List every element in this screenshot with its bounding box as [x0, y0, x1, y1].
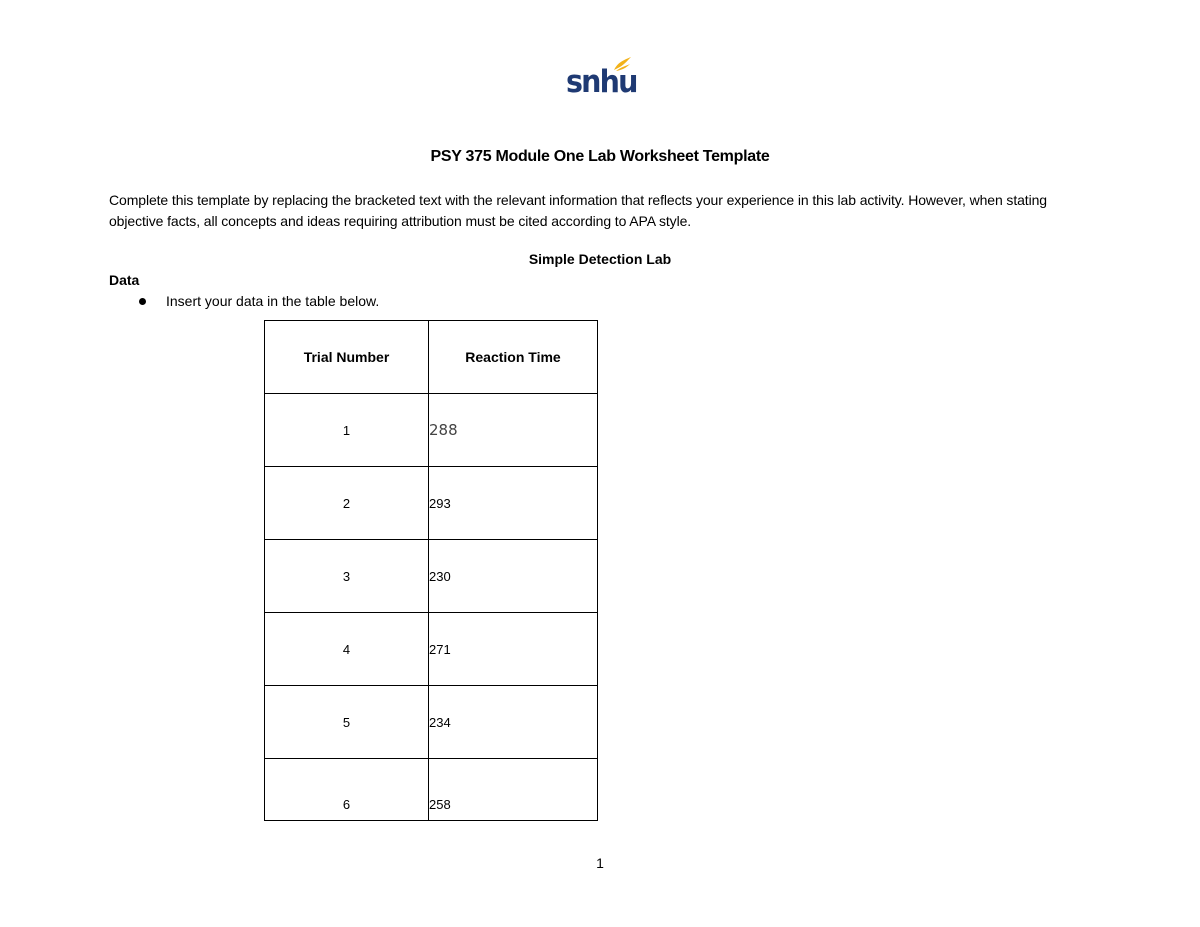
data-heading: Data	[109, 272, 140, 288]
bullet-text: Insert your data in the table below.	[166, 293, 380, 309]
table-header-row	[265, 321, 598, 394]
reaction-time-cell[interactable]: 293	[429, 467, 598, 540]
reaction-time-cell[interactable]: 230	[429, 540, 598, 613]
table-row	[265, 394, 598, 467]
snhu-logo	[562, 54, 638, 104]
reaction-time-cell[interactable]: 258	[429, 759, 598, 821]
table-row	[265, 759, 598, 821]
trial-cell[interactable]: 1	[265, 394, 429, 467]
trial-cell[interactable]: 4	[265, 613, 429, 686]
table-row	[265, 686, 598, 759]
data-table	[264, 320, 598, 821]
reaction-time-cell[interactable]: 271	[429, 613, 598, 686]
table-row	[265, 467, 598, 540]
header-trial-number: Trial Number	[265, 321, 429, 394]
table-row	[265, 613, 598, 686]
bullet-item	[136, 293, 379, 309]
intro-paragraph: Complete this template by replacing the bracketed text with the relevant information that reflects your experience in this lab activity. However, when stating objective facts, all concepts and ideas requiring attribution must be cited according to APA style.	[109, 192, 1047, 229]
reaction-time-cell[interactable]: 288	[429, 394, 598, 467]
page-title: PSY 375 Module One Lab Worksheet Template	[430, 148, 770, 165]
trial-cell[interactable]: 5	[265, 686, 429, 759]
page-number: 1	[596, 855, 604, 871]
trial-cell[interactable]: 3	[265, 540, 429, 613]
trial-cell[interactable]: 2	[265, 467, 429, 540]
reaction-time-cell[interactable]: 234	[429, 686, 598, 759]
bullet-icon	[139, 298, 146, 305]
trial-cell[interactable]: 6	[265, 759, 429, 821]
header-reaction-time: Reaction Time	[429, 321, 598, 394]
table-row	[265, 540, 598, 613]
logo-text: snhu	[566, 64, 637, 100]
section-title: Simple Detection Lab	[528, 251, 672, 267]
